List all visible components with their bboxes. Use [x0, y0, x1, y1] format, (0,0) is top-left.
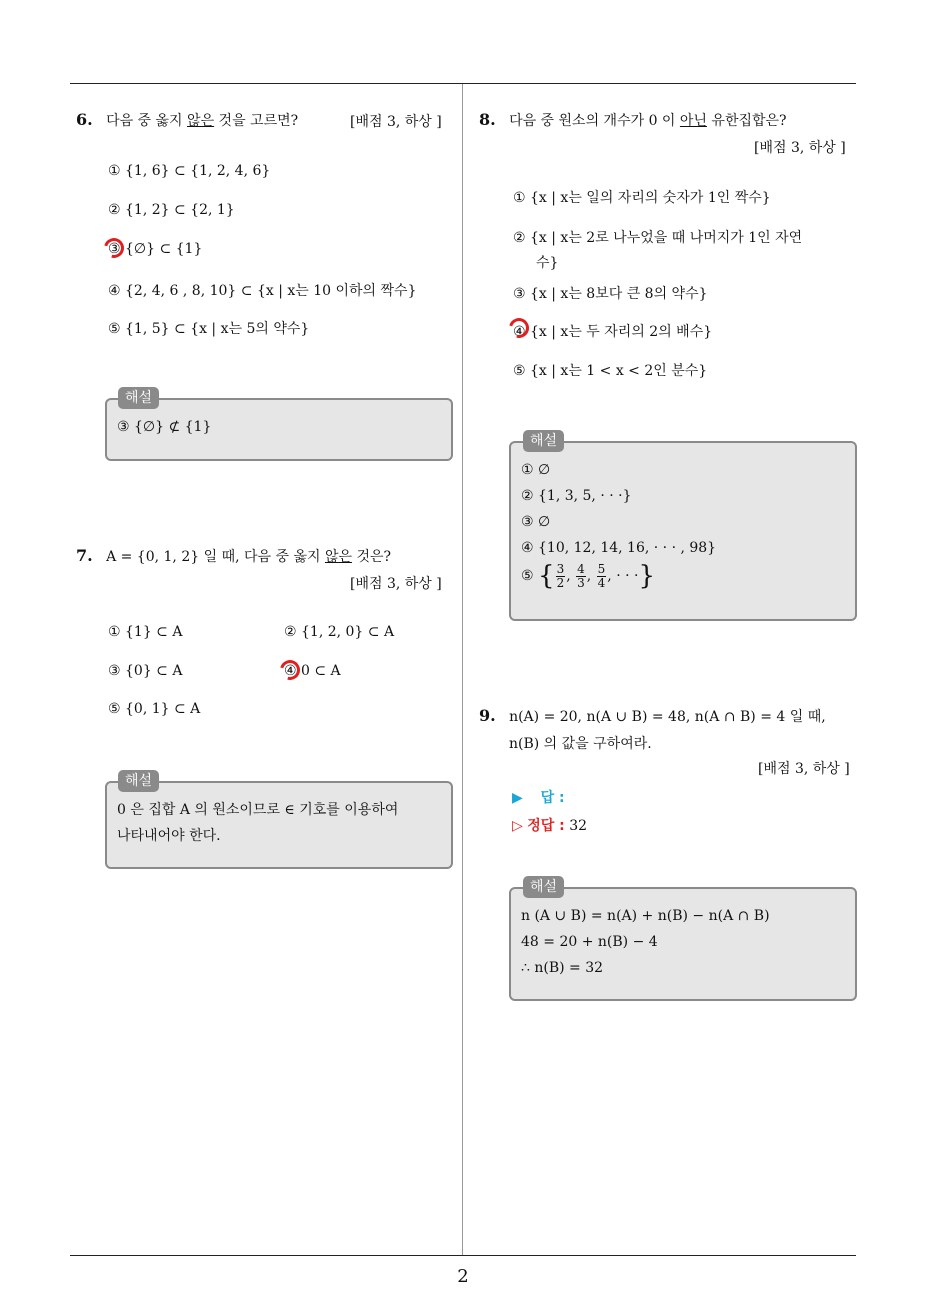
choice-4[interactable]: ④ {2, 4, 6 , 8, 10} ⊂ {x | x는 10 이하의 짝수}	[108, 283, 417, 299]
correct-answer-row	[512, 815, 587, 835]
question-9-stem	[479, 706, 826, 726]
choice-4[interactable]: ④ 0 ⊂ A	[284, 663, 341, 679]
solution-tag: 해설	[523, 430, 564, 452]
stem-text: 다음 중 옳지	[106, 113, 188, 129]
choice-3[interactable]: ③ {x | x는 8보다 큰 8의 약수}	[513, 286, 708, 302]
solution-line: ③ {∅} ⊄ {1}	[117, 419, 212, 435]
choice-5[interactable]: ⑤ {x | x는 1 < x < 2인 분수}	[513, 363, 708, 379]
stem-text-end: 것은?	[352, 549, 392, 565]
fraction-1	[556, 563, 566, 590]
choice-1[interactable]: ① {x | x는 일의 자리의 숫자가 1인 짝수}	[513, 190, 771, 206]
choice-3[interactable]: ③ {∅} ⊂ {1}	[108, 241, 203, 257]
choice-2-continued: 수}	[536, 255, 559, 271]
solution-box	[509, 887, 857, 1001]
top-rule	[70, 83, 856, 84]
question-number: 8.	[479, 110, 496, 129]
score-meta: [배점 3, 하상 ]	[350, 576, 442, 592]
brace-left: {	[538, 561, 555, 591]
choice-2[interactable]: ② {1, 2, 0} ⊂ A	[284, 624, 395, 640]
stem-text: n(A) = 20, n(A ∪ B) = 48, n(A ∩ B) = 4 일 때,	[509, 709, 826, 725]
stem-underlined: 아닌	[679, 113, 707, 129]
solution-line: 나타내어야 한다.	[117, 828, 221, 844]
correct-marker-icon: ▷	[512, 818, 523, 834]
solution-line: ④ {10, 12, 14, 16, · · · , 98}	[521, 540, 717, 556]
answer-circle-mark	[276, 656, 303, 683]
solution-line: ② {1, 3, 5, · · ·}	[521, 488, 632, 504]
correct-value: 32	[569, 818, 588, 834]
fraction-3-num: 5	[597, 561, 606, 576]
fraction-2-num: 4	[577, 561, 585, 576]
column-divider	[462, 84, 463, 1256]
stem-text-end: 유한집합은?	[706, 113, 787, 129]
solution-line: n (A ∪ B) = n(A) + n(B) − n(A ∩ B)	[521, 908, 770, 924]
stem-underlined: 않은	[324, 549, 353, 565]
answer-label: 답 :	[540, 790, 565, 806]
choice-4[interactable]: ④ {x | x는 두 자리의 2의 배수}	[513, 324, 713, 340]
fraction-3-den: 4	[597, 575, 606, 590]
stem-text-end: 것을 고르면?	[214, 113, 299, 129]
answer-row	[512, 787, 565, 807]
question-number: 7.	[76, 546, 93, 565]
brace-right: }	[638, 561, 655, 591]
solution-line: ③ ∅	[521, 514, 551, 530]
bottom-rule	[70, 1255, 856, 1256]
page-number: 2	[457, 1266, 469, 1287]
solution-line: ① ∅	[521, 462, 551, 478]
solution-prefix: ⑤	[521, 568, 534, 584]
fraction-2	[576, 563, 586, 590]
fraction-2-den: 3	[577, 575, 585, 590]
choice-2[interactable]: ② {x | x는 2로 나누었을 때 나머지가 1인 자연	[513, 230, 803, 246]
fraction-1-den: 2	[556, 575, 565, 590]
question-8-stem	[479, 110, 787, 130]
choice-5[interactable]: ⑤ {0, 1} ⊂ A	[108, 701, 201, 717]
solution-line: 0 은 집합 A 의 원소이므로 ∈ 기호를 이용하여	[117, 802, 399, 818]
solution-tag: 해설	[118, 387, 159, 409]
solution-line: 48 = 20 + n(B) − 4	[521, 934, 658, 950]
correct-label: 정답 :	[527, 818, 565, 834]
fraction-1-num: 3	[556, 561, 565, 576]
solution-tag: 해설	[523, 876, 564, 898]
choice-5[interactable]: ⑤ {1, 5} ⊂ {x | x는 5의 약수}	[108, 321, 310, 337]
solution-tag: 해설	[118, 770, 159, 792]
choice-2[interactable]: ② {1, 2} ⊂ {2, 1}	[108, 202, 235, 218]
solution-box	[509, 441, 857, 621]
fraction-3	[597, 563, 607, 590]
choice-1[interactable]: ① {1, 6} ⊂ {1, 2, 4, 6}	[108, 163, 271, 179]
stem-text: A = {0, 1, 2} 일 때, 다음 중 옳지	[106, 549, 325, 565]
answer-circle-mark	[100, 234, 127, 261]
question-7-stem	[76, 546, 391, 566]
solution-line-fractions: ⑤ { $\frac{3}{2}$ , $\frac{4}{3}$ , $\frac{5}{4}$ , · · ·}	[521, 561, 655, 591]
stem-text: 다음 중 원소의 개수가 0 이	[509, 113, 680, 129]
play-icon: ▶	[512, 790, 523, 806]
solution-box	[105, 781, 453, 869]
score-meta: [배점 3, 하상 ]	[350, 114, 442, 130]
stem-underlined: 않은	[187, 113, 215, 129]
choice-3[interactable]: ③ {0} ⊂ A	[108, 663, 183, 679]
solution-line: ∴ n(B) = 32	[521, 960, 604, 976]
solution-tail: , · · ·	[607, 568, 639, 584]
question-6-stem	[76, 110, 298, 130]
score-meta: [배점 3, 하상 ]	[754, 140, 846, 156]
choice-1[interactable]: ① {1} ⊂ A	[108, 624, 183, 640]
question-9-stem-line2: n(B) 의 값을 구하여라.	[509, 736, 652, 752]
score-meta: [배점 3, 하상 ]	[758, 761, 850, 777]
question-number: 6.	[76, 110, 93, 129]
question-number: 9.	[479, 706, 496, 725]
